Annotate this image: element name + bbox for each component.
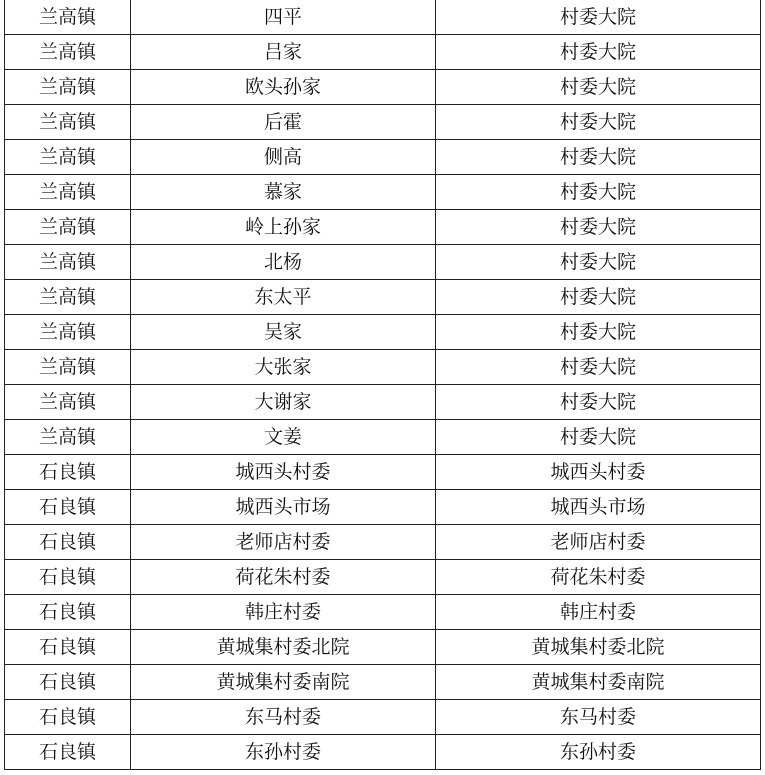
town-cell: 石良镇 — [5, 560, 131, 595]
village-cell: 文姜 — [131, 420, 436, 455]
location-cell: 村委大院 — [436, 245, 761, 280]
village-cell: 黄城集村委北院 — [131, 630, 436, 665]
table-row — [5, 560, 761, 595]
table-row — [5, 105, 761, 140]
village-cell: 欧头孙家 — [131, 70, 436, 105]
table-row — [5, 350, 761, 385]
table-row — [5, 385, 761, 420]
village-cell: 老师店村委 — [131, 525, 436, 560]
town-cell: 兰高镇 — [5, 140, 131, 175]
town-cell: 兰高镇 — [5, 245, 131, 280]
location-cell: 村委大院 — [436, 210, 761, 245]
town-cell: 兰高镇 — [5, 0, 131, 35]
village-cell: 后霍 — [131, 105, 436, 140]
table-row — [5, 665, 761, 700]
village-cell: 东马村委 — [131, 700, 436, 735]
village-cell: 韩庄村委 — [131, 595, 436, 630]
location-cell: 村委大院 — [436, 420, 761, 455]
village-cell: 黄城集村委南院 — [131, 665, 436, 700]
table-row — [5, 735, 761, 770]
location-cell: 村委大院 — [436, 140, 761, 175]
town-cell: 石良镇 — [5, 595, 131, 630]
village-cell: 岭上孙家 — [131, 210, 436, 245]
location-cell: 荷花朱村委 — [436, 560, 761, 595]
table-row — [5, 35, 761, 70]
table-row — [5, 455, 761, 490]
town-cell: 石良镇 — [5, 665, 131, 700]
table-row — [5, 245, 761, 280]
data-table-container — [4, 0, 760, 770]
location-cell: 村委大院 — [436, 315, 761, 350]
village-cell: 北杨 — [131, 245, 436, 280]
town-cell: 石良镇 — [5, 455, 131, 490]
village-cell: 四平 — [131, 0, 436, 35]
location-cell: 村委大院 — [436, 105, 761, 140]
table-row — [5, 280, 761, 315]
table-row — [5, 420, 761, 455]
location-cell: 村委大院 — [436, 35, 761, 70]
location-cell: 老师店村委 — [436, 525, 761, 560]
location-cell: 村委大院 — [436, 70, 761, 105]
location-cell: 黄城集村委北院 — [436, 630, 761, 665]
location-cell: 城西头村委 — [436, 455, 761, 490]
table-row — [5, 525, 761, 560]
village-cell: 东太平 — [131, 280, 436, 315]
town-cell: 石良镇 — [5, 700, 131, 735]
town-cell: 兰高镇 — [5, 385, 131, 420]
location-cell: 村委大院 — [436, 175, 761, 210]
table-row — [5, 700, 761, 735]
location-cell: 韩庄村委 — [436, 595, 761, 630]
location-cell: 村委大院 — [436, 0, 761, 35]
town-cell: 石良镇 — [5, 735, 131, 770]
town-cell: 兰高镇 — [5, 175, 131, 210]
town-cell: 兰高镇 — [5, 420, 131, 455]
village-cell: 吴家 — [131, 315, 436, 350]
table-row — [5, 595, 761, 630]
village-cell: 荷花朱村委 — [131, 560, 436, 595]
town-cell: 兰高镇 — [5, 105, 131, 140]
town-cell: 兰高镇 — [5, 210, 131, 245]
table-row — [5, 140, 761, 175]
town-cell: 兰高镇 — [5, 70, 131, 105]
village-cell: 侧高 — [131, 140, 436, 175]
village-cell: 慕家 — [131, 175, 436, 210]
table-row — [5, 70, 761, 105]
location-cell: 村委大院 — [436, 385, 761, 420]
town-cell: 兰高镇 — [5, 35, 131, 70]
village-cell: 大谢家 — [131, 385, 436, 420]
village-cell: 大张家 — [131, 350, 436, 385]
village-cell: 城西头村委 — [131, 455, 436, 490]
town-cell: 石良镇 — [5, 525, 131, 560]
location-cell: 黄城集村委南院 — [436, 665, 761, 700]
town-cell: 兰高镇 — [5, 315, 131, 350]
table-row — [5, 630, 761, 665]
location-cell: 东孙村委 — [436, 735, 761, 770]
town-cell: 兰高镇 — [5, 350, 131, 385]
table-row — [5, 490, 761, 525]
location-cell: 东马村委 — [436, 700, 761, 735]
village-cell: 城西头市场 — [131, 490, 436, 525]
town-cell: 石良镇 — [5, 630, 131, 665]
table-row — [5, 0, 761, 35]
village-cell: 东孙村委 — [131, 735, 436, 770]
table-row — [5, 210, 761, 245]
town-cell: 石良镇 — [5, 490, 131, 525]
table-row — [5, 175, 761, 210]
table-row — [5, 315, 761, 350]
village-cell: 吕家 — [131, 35, 436, 70]
table-body — [5, 0, 761, 770]
location-cell: 村委大院 — [436, 350, 761, 385]
town-cell: 兰高镇 — [5, 280, 131, 315]
location-cell: 村委大院 — [436, 280, 761, 315]
location-cell: 城西头市场 — [436, 490, 761, 525]
data-table — [4, 0, 761, 770]
